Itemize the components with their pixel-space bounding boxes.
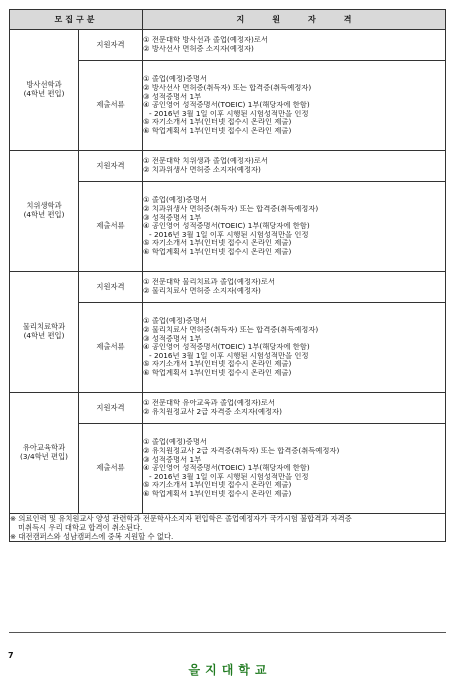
dept-name: 치위생학과 bbox=[26, 201, 62, 211]
dept-name: 방사선학과 bbox=[26, 80, 62, 90]
radiology-eligibility-row bbox=[10, 30, 446, 61]
list-item: ② 유치원정교사 2급 자격증 소지자(예정자) bbox=[143, 408, 282, 416]
eligibility-list bbox=[143, 393, 446, 424]
list-item: ② 물리치료사 면허증(취득자) 또는 합격증(취득예정자) bbox=[143, 325, 319, 334]
documents-list bbox=[143, 61, 446, 151]
eligibility-label: 지원자격 bbox=[79, 30, 143, 61]
list-item: ② 방사선사 면허증 소지자(예정자) bbox=[143, 45, 254, 53]
dept-transfer-year: (4학년 편입) bbox=[23, 331, 65, 340]
header-eligibility: 지원자격 bbox=[143, 10, 446, 30]
university-name: 을지대학교 bbox=[188, 663, 272, 677]
list-item: ⑤ 자기소개서 1부(인터넷 접수시 온라인 제출) bbox=[143, 118, 292, 127]
documents-list bbox=[143, 182, 446, 272]
dept-transfer-year: (4학년 편입) bbox=[23, 210, 65, 219]
list-item: ② 치과위생사 면허증 소지자(예정자) bbox=[143, 166, 261, 174]
dental-hygiene-eligibility-row bbox=[10, 151, 446, 182]
list-item: ① 졸업(예정)증명서 bbox=[143, 196, 207, 205]
documents-label: 제출서류 bbox=[79, 182, 143, 272]
eligibility-list bbox=[143, 30, 446, 61]
dept-dental-hygiene bbox=[10, 151, 79, 272]
dept-radiology bbox=[10, 30, 79, 151]
list-item: ② 물리치료사 면허증 소지자(예정자) bbox=[143, 287, 261, 295]
note-line: ※ 대전캠퍼스와 성남캠퍼스에 중복 지원할 수 없다. bbox=[10, 532, 174, 542]
dept-physical-therapy bbox=[10, 272, 79, 393]
dept-name: 물리치료학과 bbox=[22, 322, 66, 332]
list-item: ① 전문대학 물리치료과 졸업(예정자)로서 bbox=[143, 278, 275, 287]
list-item: ⑥ 학업계획서 1부(인터넷 접수시 온라인 제출) bbox=[143, 127, 292, 136]
documents-list bbox=[143, 424, 446, 514]
header-recruitment-category: 모집구분 bbox=[10, 10, 143, 30]
list-item: ③ 성적증명서 1부 bbox=[143, 455, 202, 464]
list-item: ④ 공인영어 성적증명서(TOEIC) 1부(해당자에 한함) bbox=[143, 464, 310, 473]
eligibility-label: 지원자격 bbox=[79, 272, 143, 303]
list-item: - 2016년 3월 1일 이후 시행된 시험성적만을 인정 bbox=[149, 109, 309, 118]
documents-label: 제출서류 bbox=[79, 303, 143, 393]
list-item: ① 전문대학 방사선과 졸업(예정자)로서 bbox=[143, 36, 268, 45]
list-item: ③ 성적증명서 1부 bbox=[143, 92, 202, 101]
list-item: ① 졸업(예정)증명서 bbox=[143, 438, 207, 447]
eligibility-list bbox=[143, 151, 446, 182]
list-item: ③ 성적증명서 1부 bbox=[143, 213, 202, 222]
list-item: ① 전문대학 유아교육과 졸업(예정자)로서 bbox=[143, 399, 275, 408]
notes-cell bbox=[10, 514, 446, 542]
list-item: ④ 공인영어 성적증명서(TOEIC) 1부(해당자에 한함) bbox=[143, 343, 310, 352]
list-item: ① 졸업(예정)증명서 bbox=[143, 75, 207, 84]
eligibility-label: 지원자격 bbox=[79, 393, 143, 424]
list-item: ② 유치원정교사 2급 자격증(취득자) 또는 합격증(취득예정자) bbox=[143, 446, 340, 455]
list-item: ① 전문대학 치위생과 졸업(예정자)로서 bbox=[143, 157, 268, 166]
notes-row bbox=[10, 514, 446, 542]
dept-transfer-year: (3/4학년 편입) bbox=[20, 452, 68, 461]
dept-name: 유아교육학과 bbox=[22, 443, 66, 453]
early-childhood-eligibility-row bbox=[10, 393, 446, 424]
list-item: - 2016년 3월 1일 이후 시행된 시험성적만을 인정 bbox=[149, 230, 309, 239]
list-item: ④ 공인영어 성적증명서(TOEIC) 1부(해당자에 한함) bbox=[143, 101, 310, 110]
documents-label: 제출서류 bbox=[79, 61, 143, 151]
documents-label: 제출서류 bbox=[79, 424, 143, 514]
list-item: ④ 공인영어 성적증명서(TOEIC) 1부(해당자에 한함) bbox=[143, 222, 310, 231]
list-item: ② 방사선사 면허증(취득자) 또는 합격증(취득예정자) bbox=[143, 83, 312, 92]
footer-divider bbox=[9, 632, 446, 633]
eligibility-label: 지원자격 bbox=[79, 151, 143, 182]
list-item: - 2016년 3월 1일 이후 시행된 시험성적만을 인정 bbox=[149, 472, 309, 481]
list-item: ⑤ 자기소개서 1부(인터넷 접수시 온라인 제출) bbox=[143, 360, 292, 369]
list-item: ⑥ 학업계획서 1부(인터넷 접수시 온라인 제출) bbox=[143, 490, 292, 499]
table-header-row bbox=[10, 10, 446, 30]
dept-early-childhood-education bbox=[10, 393, 79, 514]
note-line: 미취득시 우리 대학교 합격이 취소된다. bbox=[18, 523, 143, 533]
list-item: ③ 성적증명서 1부 bbox=[143, 334, 202, 343]
physical-therapy-eligibility-row bbox=[10, 272, 446, 303]
list-item: ① 졸업(예정)증명서 bbox=[143, 317, 207, 326]
list-item: ② 치과위생사 면허증(취득자) 또는 합격증(취득예정자) bbox=[143, 204, 319, 213]
documents-list bbox=[143, 303, 446, 393]
page-number: 7 bbox=[8, 651, 14, 660]
list-item: ⑥ 학업계획서 1부(인터넷 접수시 온라인 제출) bbox=[143, 248, 292, 257]
dept-transfer-year: (4학년 편입) bbox=[23, 89, 65, 98]
eligibility-list bbox=[143, 272, 446, 303]
list-item: ⑤ 자기소개서 1부(인터넷 접수시 온라인 제출) bbox=[143, 239, 292, 248]
list-item: ⑤ 자기소개서 1부(인터넷 접수시 온라인 제출) bbox=[143, 481, 292, 490]
list-item: - 2016년 3월 1일 이후 시행된 시험성적만을 인정 bbox=[149, 351, 309, 360]
note-line: ※ 의료인력 및 유치원교사 양성 관련학과 전문학사소지자 편입학은 졸업예정자가 국가시험 불합격과 자격증 bbox=[10, 514, 352, 523]
eligibility-table bbox=[9, 9, 446, 542]
list-item: ⑥ 학업계획서 1부(인터넷 접수시 온라인 제출) bbox=[143, 369, 292, 378]
